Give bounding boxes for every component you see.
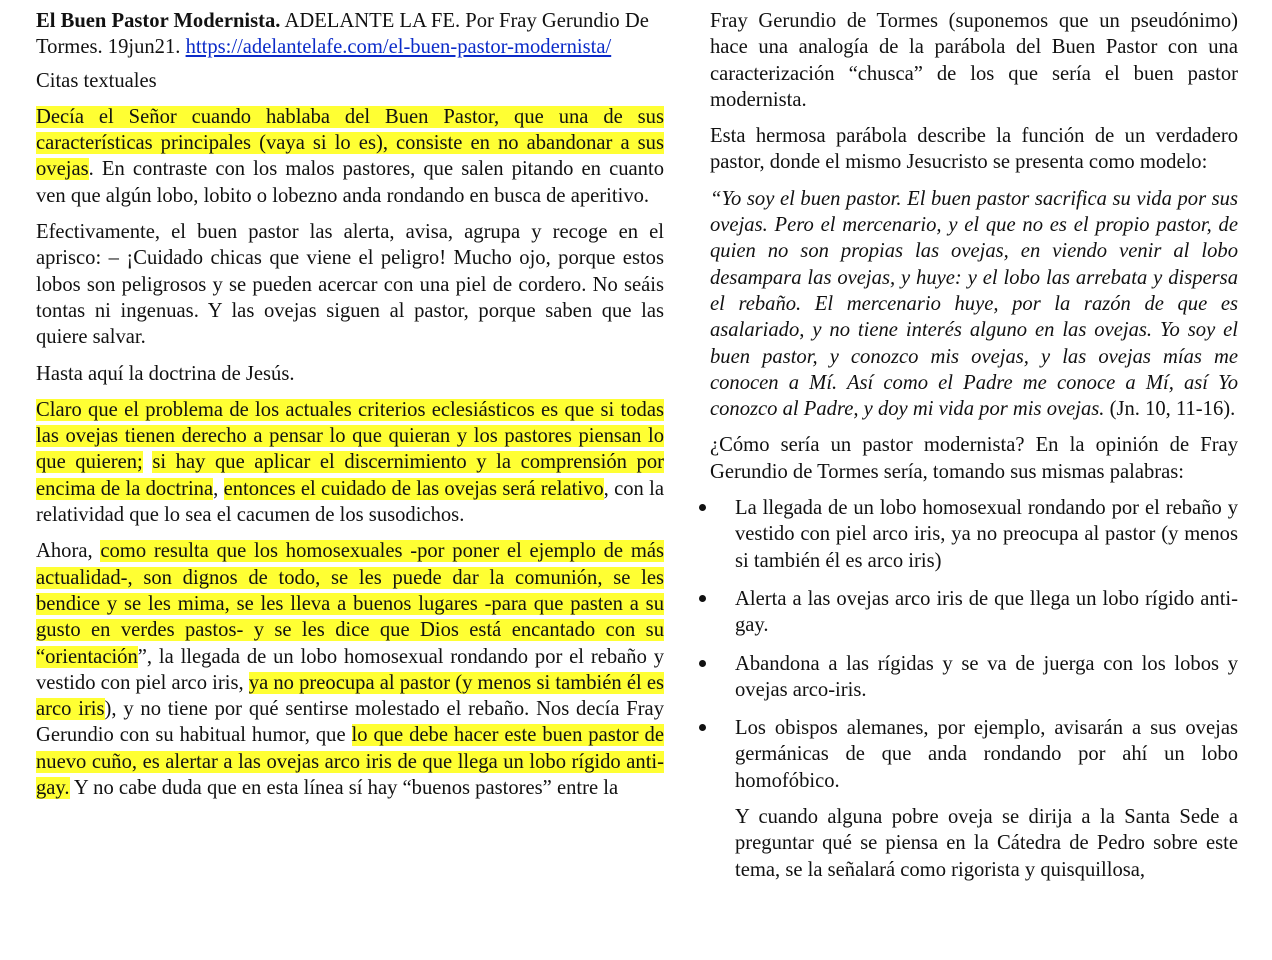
highlighted-text: lo que debe hacer este buen pastor de nuevo cuño, es alertar a las ovejas arco iris de que llega un lobo rígido anti-gay. <box>36 724 664 800</box>
paragraph-text: ”, la llegada de un lobo homosexual rondando por el rebaño y vestido con piel arco iris, <box>36 645 664 694</box>
list-item <box>710 586 1238 639</box>
scripture-quote <box>710 186 1238 423</box>
list-item <box>710 715 1238 794</box>
article-byline: . Por Fray Gerundio De Tormes. 19jun21. <box>36 10 649 59</box>
paragraph-doctrine: Hasta aquí la doctrina de Jesús. <box>36 362 295 385</box>
right-column <box>710 8 1238 893</box>
paragraph-text: Ahora, <box>36 540 101 563</box>
highlighted-text: como resulta que los homosexuales -por poner el ejemplo de más actualidad-, son dignos de todo, se les puede dar la comunión, se les bendice y se les mima, se les lleva a buenos lugares -para que pasten a su gusto en verdes pastos- y se les dice que Dios está encantado con su “orientación <box>36 540 664 668</box>
section-label: Citas textuales <box>36 69 157 92</box>
paragraph-fray-gerundio: Fray Gerundio de Tormes (suponemos que un pseudónimo) hace una analogía de la parábola del Buen Pastor con una caracterización “chusca” de los que sería el buen pastor modernista. <box>710 10 1238 111</box>
bullet-icon <box>699 660 706 667</box>
list-item-text: La llegada de un lobo homosexual rondando por el rebaño y vestido con piel arco iris, ya no preocupa al pastor (y menos si también él es arco iris) <box>735 497 1238 572</box>
highlighted-text: entonces el cuidado de las ovejas será relativo <box>223 477 604 500</box>
paragraph-effectively: Efectivamente, el buen pastor las alerta, avisa, agrupa y recoge en el aprisco: – ¡Cuidado chicas que viene el peligro! Mucho ojo, porque estos lobos son peligrosos y se pueden acercar con una piel de cordero. No seáis tontas ni ingenuas. Y las ovejas siguen al pastor, porque saben que las quiere salvar. <box>36 221 664 349</box>
paragraph-text: , <box>213 477 224 500</box>
highlighted-text: Claro que el problema de los actuales criterios eclesiásticos es que si todas las ovejas tienen derecho a pensar lo que quieran y los pastores piensan lo que quieren; <box>36 398 664 474</box>
paragraph-text <box>143 451 153 473</box>
bullet-list <box>710 495 1238 794</box>
paragraph-text: . En contraste con los malos pastores, que salen pitando en cuanto ven que algún lobo, lobito o lobezno anda rondando en busca de aperitivo. <box>36 158 664 207</box>
paragraph-text: , con la relatividad que lo sea el cacumen de los susodichos. <box>36 477 664 527</box>
paragraph-criteria <box>36 397 664 528</box>
list-item <box>710 651 1238 704</box>
highlighted-text: ya no preocupa al pastor (y menos si también él es arco iris <box>36 671 665 721</box>
list-item-text: Abandona a las rígidas y se va de juerga con los lobos y ovejas arco-iris. <box>735 652 1238 701</box>
quote-text: “Yo soy el buen pastor. El buen pastor sacrifica su vida por sus ovejas. Pero el mercenario, y el que no es el propio pastor, de quien no son propias las ovejas, en viendo venir al lobo desampara las ovejas, y huye: y el lobo las arrebata y dispersa el rebaño. El mercenario huye, por la razón de que es asalariado, y no tiene interés alguno en las ovejas. Yo soy el buen pastor, y conozco mis ovejas, y las ovejas mías me conocen a Mí. Así como el Padre me conoce a Mí, así Yo conozco al Padre, y doy mi vida por mis ovejas. <box>710 187 1238 421</box>
list-item <box>710 495 1238 574</box>
paragraph-now <box>36 538 664 801</box>
bullet-icon <box>699 724 706 731</box>
article-source: ADELANTE LA FE <box>280 10 455 32</box>
article-title: El Buen Pastor Modernista. <box>36 10 281 32</box>
article-link[interactable]: https://adelantelafe.com/el-buen-pastor-modernista/ <box>185 36 612 59</box>
paragraph-good-shepherd <box>36 104 664 209</box>
paragraph-holy-see: Y cuando alguna pobre oveja se dirija a la Santa Sede a preguntar qué se piensa en la Cátedra de Pedro sobre este tema, se la señalará como rigorista y quisquillosa, <box>735 806 1238 881</box>
list-item-text: Alerta a las ovejas arco iris de que llega un lobo rígido anti-gay. <box>735 587 1238 637</box>
highlighted-text: si hay que aplicar el discernimiento y la comprensión por encima de la doctrina <box>36 451 665 500</box>
paragraph-text: ), y no tiene por qué sentirse molestado el rebaño. Nos decía Fray Gerundio con su habitual humor, que <box>36 698 664 747</box>
list-item-text: Los obispos alemanes, por ejemplo, avisarán a sus ovejas germánicas de que anda rondando por ahí un lobo homofóbico. <box>735 717 1238 792</box>
highlighted-text: Decía el Señor cuando hablaba del Buen Pastor, que una de sus características principales (vaya si lo es), consiste en no abandonar a sus ovejas <box>36 105 664 181</box>
left-column <box>36 8 664 811</box>
paragraph-parable: Esta hermosa parábola describe la función de un verdadero pastor, donde el mismo Jesucristo se presenta como modelo: <box>710 125 1238 174</box>
bullet-icon <box>699 504 706 511</box>
paragraph-text: Y no cabe duda que en esta línea sí hay “buenos pastores” entre la <box>69 777 619 800</box>
quote-reference: (Jn. 10, 11-16). <box>1104 398 1236 421</box>
paragraph-modernist-question: ¿Cómo sería un pastor modernista? En la opinión de Fray Gerundio de Tormes sería, tomando sus mismas palabras: <box>710 434 1238 483</box>
article-header <box>36 8 664 61</box>
bullet-icon <box>699 595 706 602</box>
